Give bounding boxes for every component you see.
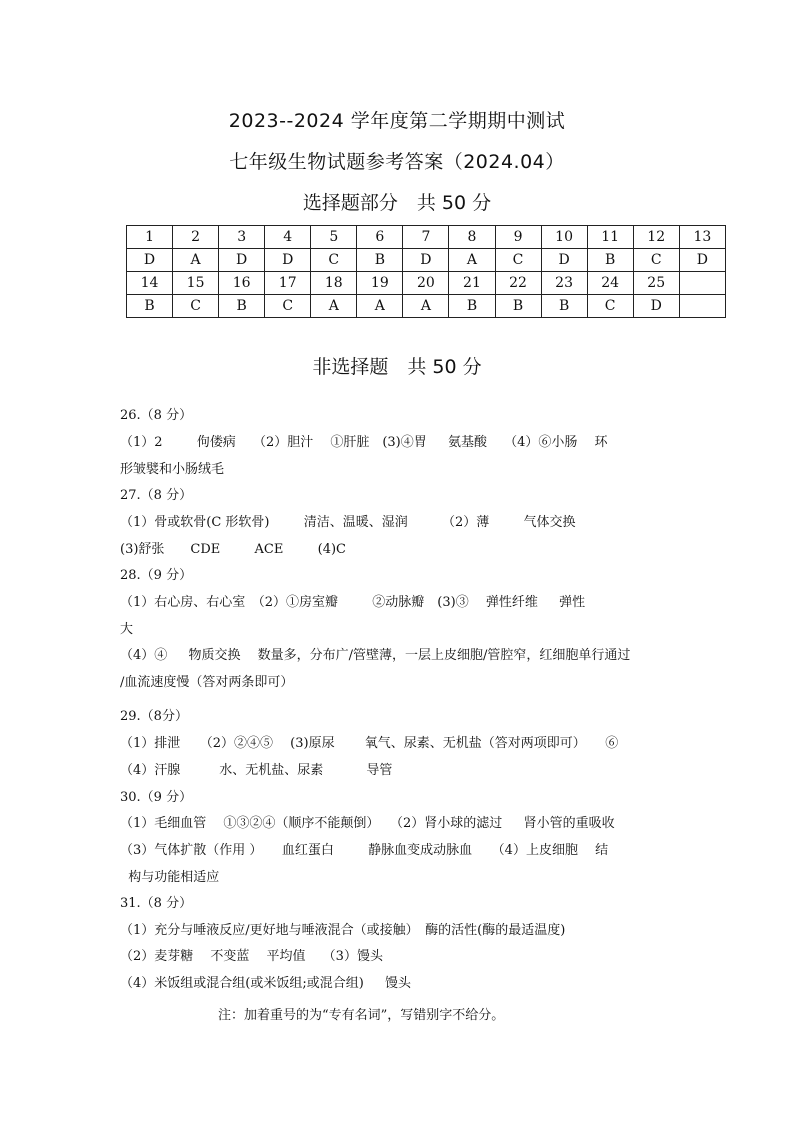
table-cell: C bbox=[495, 249, 541, 272]
table-cell: D bbox=[403, 249, 449, 272]
table-cell: D bbox=[265, 249, 311, 272]
table-cell: C bbox=[311, 249, 357, 272]
answer-line: （4）米饭组或混合组(或米饭组;或混合组) 馒头 bbox=[120, 976, 412, 991]
answer-line: （1）2 佝偻病 （2）胆汁 ①肝脏 (3)④胃 氨基酸 （4）⑥小肠 环 bbox=[120, 435, 608, 450]
answer-line: （1）充分与唾液反应/更好地与唾液混合（或接触） 酶的活性(酶的最适温度) bbox=[120, 923, 566, 938]
table-cell: 3 bbox=[219, 226, 265, 249]
table-cell: 7 bbox=[403, 226, 449, 249]
table-cell: 2 bbox=[173, 226, 219, 249]
table-cell: D bbox=[633, 295, 679, 318]
answer-line: （1）骨或软骨(C 形软骨) 清洁、温暖、湿润 （2）薄 气体交换 bbox=[120, 515, 576, 530]
answer-line: （3）气体扩散（作用 ） 血红蛋白 静脉血变成动脉血 （4）上皮细胞 结 bbox=[120, 843, 609, 858]
answer-line: （1）毛细血管 ①③②④（顺序不能颠倒） （2）肾小球的滤过 肾小管的重吸收 bbox=[120, 816, 615, 831]
table-cell: 23 bbox=[541, 272, 587, 295]
table-cell bbox=[679, 272, 725, 295]
answer-line: (3)舒张 CDE ACE (4)C bbox=[120, 542, 346, 557]
table-cell: 11 bbox=[587, 226, 633, 249]
answer-line: （1）排泄 （2）②④⑤ (3)原尿 氧气、尿素、无机盐（答对两项即可） ⑥ bbox=[120, 736, 619, 751]
table-cell: C bbox=[587, 295, 633, 318]
table-cell: 17 bbox=[265, 272, 311, 295]
answer-line: （1）右心房、右心室 （2）①房室瓣 ②动脉瓣 (3)③ 弹性纤维 弹性 bbox=[120, 595, 586, 610]
table-cell: D bbox=[219, 249, 265, 272]
table-row bbox=[127, 249, 726, 272]
choice-section-heading: 选择题部分 共 50 分 bbox=[302, 192, 492, 214]
answer-line: 大 bbox=[120, 622, 134, 637]
nonchoice-section-heading: 非选择题 共 50 分 bbox=[312, 356, 482, 378]
table-cell: 20 bbox=[403, 272, 449, 295]
table-cell: 10 bbox=[541, 226, 587, 249]
table-cell: 22 bbox=[495, 272, 541, 295]
answer-line: 形皱襞和小肠绒毛 bbox=[120, 462, 225, 477]
table-cell: A bbox=[403, 295, 449, 318]
answer-line: 构与功能相适应 bbox=[120, 870, 220, 885]
table-cell: 4 bbox=[265, 226, 311, 249]
table-cell: 24 bbox=[587, 272, 633, 295]
table-cell: 14 bbox=[127, 272, 173, 295]
table-cell: C bbox=[173, 295, 219, 318]
table-cell: D bbox=[127, 249, 173, 272]
table-cell: C bbox=[633, 249, 679, 272]
table-cell: 25 bbox=[633, 272, 679, 295]
answer-line: 29.（8分） bbox=[120, 709, 188, 724]
table-cell: 9 bbox=[495, 226, 541, 249]
table-cell: 21 bbox=[449, 272, 495, 295]
table-cell: B bbox=[127, 295, 173, 318]
table-cell bbox=[679, 295, 725, 318]
table-cell: B bbox=[357, 249, 403, 272]
answer-table bbox=[126, 225, 726, 318]
table-cell: A bbox=[311, 295, 357, 318]
table-cell: 18 bbox=[311, 272, 357, 295]
table-cell: D bbox=[679, 249, 725, 272]
table-row bbox=[127, 226, 726, 249]
table-cell: 12 bbox=[633, 226, 679, 249]
answer-line: （4）汗腺 水、无机盐、尿素 导管 bbox=[120, 763, 393, 778]
table-cell: B bbox=[587, 249, 633, 272]
answer-line: 30.（9 分） bbox=[120, 790, 193, 805]
table-cell: A bbox=[357, 295, 403, 318]
answer-line: 31.（8 分） bbox=[120, 896, 193, 911]
answer-line: 28.（9 分） bbox=[120, 568, 193, 583]
table-cell: D bbox=[541, 249, 587, 272]
table-cell: A bbox=[173, 249, 219, 272]
answer-line: （4）④ 物质交换 数量多，分布广/管壁薄，一层上皮细胞/管腔窄，红细胞单行通过 bbox=[120, 648, 631, 663]
table-cell: 5 bbox=[311, 226, 357, 249]
table-row bbox=[127, 295, 726, 318]
table-cell: 16 bbox=[219, 272, 265, 295]
footnote: 注：加着重号的为“专有名词”，写错别字不给分。 bbox=[218, 1008, 505, 1023]
table-cell: B bbox=[449, 295, 495, 318]
table-cell: B bbox=[219, 295, 265, 318]
answer-line: 26.（8 分） bbox=[120, 408, 193, 423]
document-title: 2023--2024 学年度第二学期期中测试 bbox=[228, 110, 566, 132]
table-cell: B bbox=[541, 295, 587, 318]
table-cell: 8 bbox=[449, 226, 495, 249]
answer-line: /血流速度慢（答对两条即可） bbox=[120, 675, 294, 690]
table-cell: B bbox=[495, 295, 541, 318]
table-cell: 6 bbox=[357, 226, 403, 249]
table-cell: A bbox=[449, 249, 495, 272]
table-cell: 1 bbox=[127, 226, 173, 249]
table-cell: 13 bbox=[679, 226, 725, 249]
answer-line: 27.（8 分） bbox=[120, 488, 193, 503]
table-row bbox=[127, 272, 726, 295]
table-cell: 15 bbox=[173, 272, 219, 295]
document-subtitle: 七年级生物试题参考答案（2024.04） bbox=[229, 151, 565, 173]
table-cell: 19 bbox=[357, 272, 403, 295]
table-cell: C bbox=[265, 295, 311, 318]
answer-line: （2）麦芽糖 不变蓝 平均值 （3）馒头 bbox=[120, 949, 383, 964]
